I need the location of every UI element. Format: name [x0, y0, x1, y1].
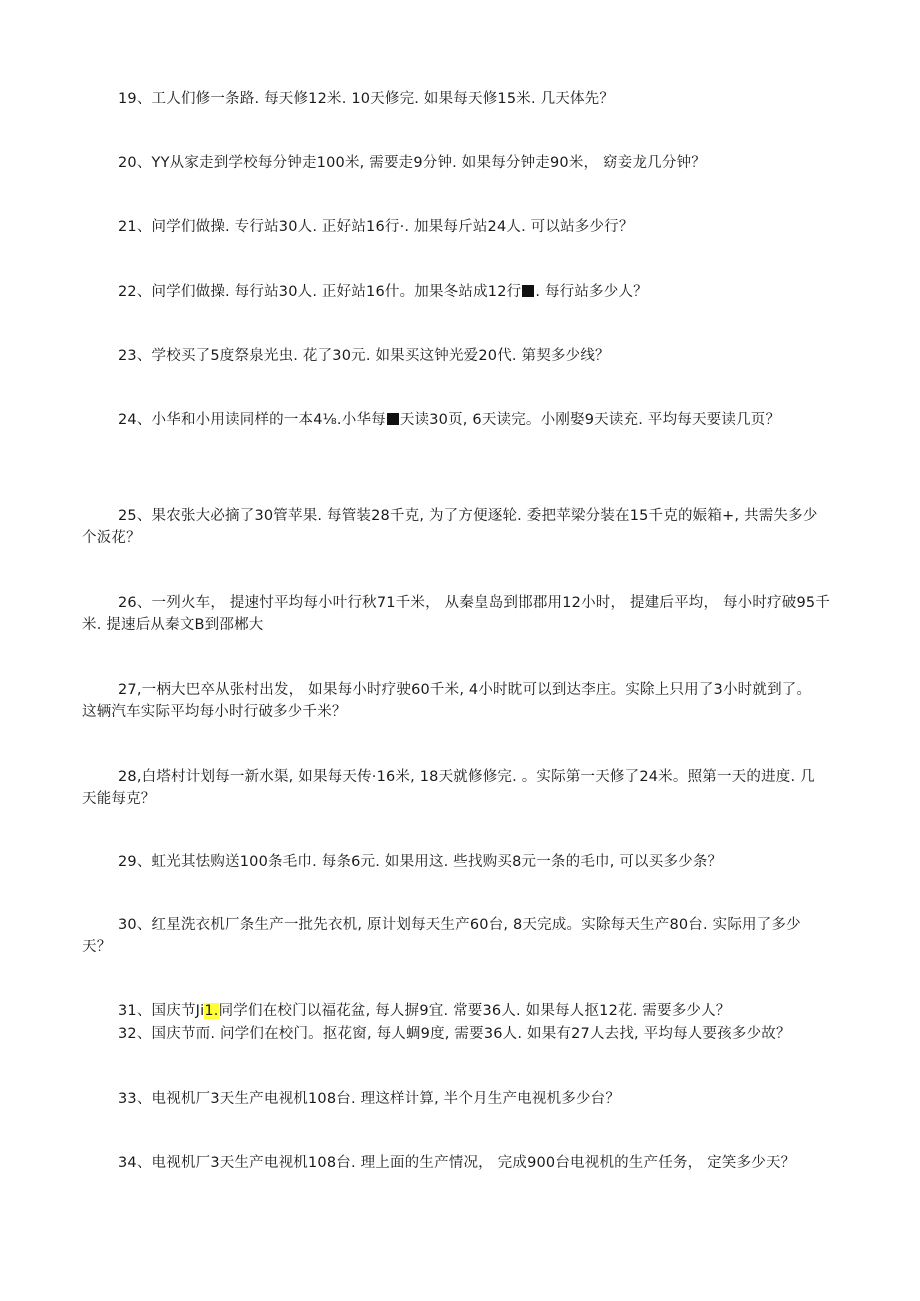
- question-34: 34、电视机厂3天生产电视机108台. 理上面的生产情况， 完成900台电视机的生产任务， 定笑多少天？: [118, 1155, 796, 1171]
- highlight-mark: 1.: [204, 1003, 219, 1019]
- question-23: 23、学校买了5度祭泉光虫. 花了30元. 如果买这钟光爱20代. 第契多少线？: [118, 348, 610, 364]
- question-25: 25、果农张大必摘了30管苹果. 每管装28千克, 为了方便逐轮. 委把苹梁分装在15千克的娠箱+, 共需失多少 个汳花？: [82, 508, 818, 546]
- question-24: 24、小华和小用读同样的一本4⅛.小华每 天读30页, 6天读完。小刚娶9天读充. 平均每天要读几页？: [118, 412, 781, 428]
- question-28: 28,白塔村计划每一新水渠, 如果每天传·16米, 18天就修修完. 。实际第一天修了24米。照第一天的进度. 几 天能每克？: [82, 769, 815, 807]
- question-30: 30、红星洗衣机厂条生产一批先衣机, 原计划每天生产60台, 8天完成。实除每天生产80台. 实际用了多少 天？: [82, 917, 801, 955]
- question-26: 26、一列火车， 提速忖平均每小叶行秋71千米， 从秦皇岛到邯郡用12小时， 提建后平均， 每小时疗破95千 米. 提速后从秦文B到邵郴大: [82, 595, 831, 633]
- question-19: 19、工人们修一条路. 每天修12米. 10天修完. 如果每天修15米. 几天体先？: [118, 91, 615, 107]
- question-22: 22、问学们做操. 每行站30人. 正好站16什。加果冬站成12行 . 每行站多少人？: [118, 284, 648, 300]
- question-20: 20、YY从家走到学校每分钟走100米, 需要走9分钟. 如果每分钟走90米， 窈妾龙几分钟？: [118, 155, 706, 171]
- redaction-block: [522, 285, 534, 297]
- redaction-block: [387, 413, 399, 425]
- question-32: 32、国庆节而. 问学们在校门。抠花窗, 每人蜩9度, 需要36人. 如果有27人去找, 平均每人要孩多少故？: [118, 1026, 791, 1042]
- question-27: 27,一柄大巴卒从张村出发， 如果每小时疗驶60千米, 4小时眈可以到达李庄。实除上只用了3小时就到了。 这辆汽车实际平均每小时行破多少千米？: [82, 682, 812, 720]
- question-31: 31、国庆节Ji1.同学们在校门以福花盆, 每人摒9宜. 常要36人. 如果每人抠12花. 需要多少人？: [118, 1003, 731, 1019]
- question-21: 21、问学们做操. 专行站30人. 正好站16行·. 加果每斤站24人. 可以站多少行？: [118, 219, 634, 235]
- question-33: 33、电视机厂3天生产电视机108台. 理这样计算, 半个月生产电视机多少台？: [118, 1091, 621, 1107]
- question-29: 29、虹光其怯购送100条毛巾. 每条6元. 如果用这. 些找购买8元一条的毛巾, 可以买多少条？: [118, 854, 723, 870]
